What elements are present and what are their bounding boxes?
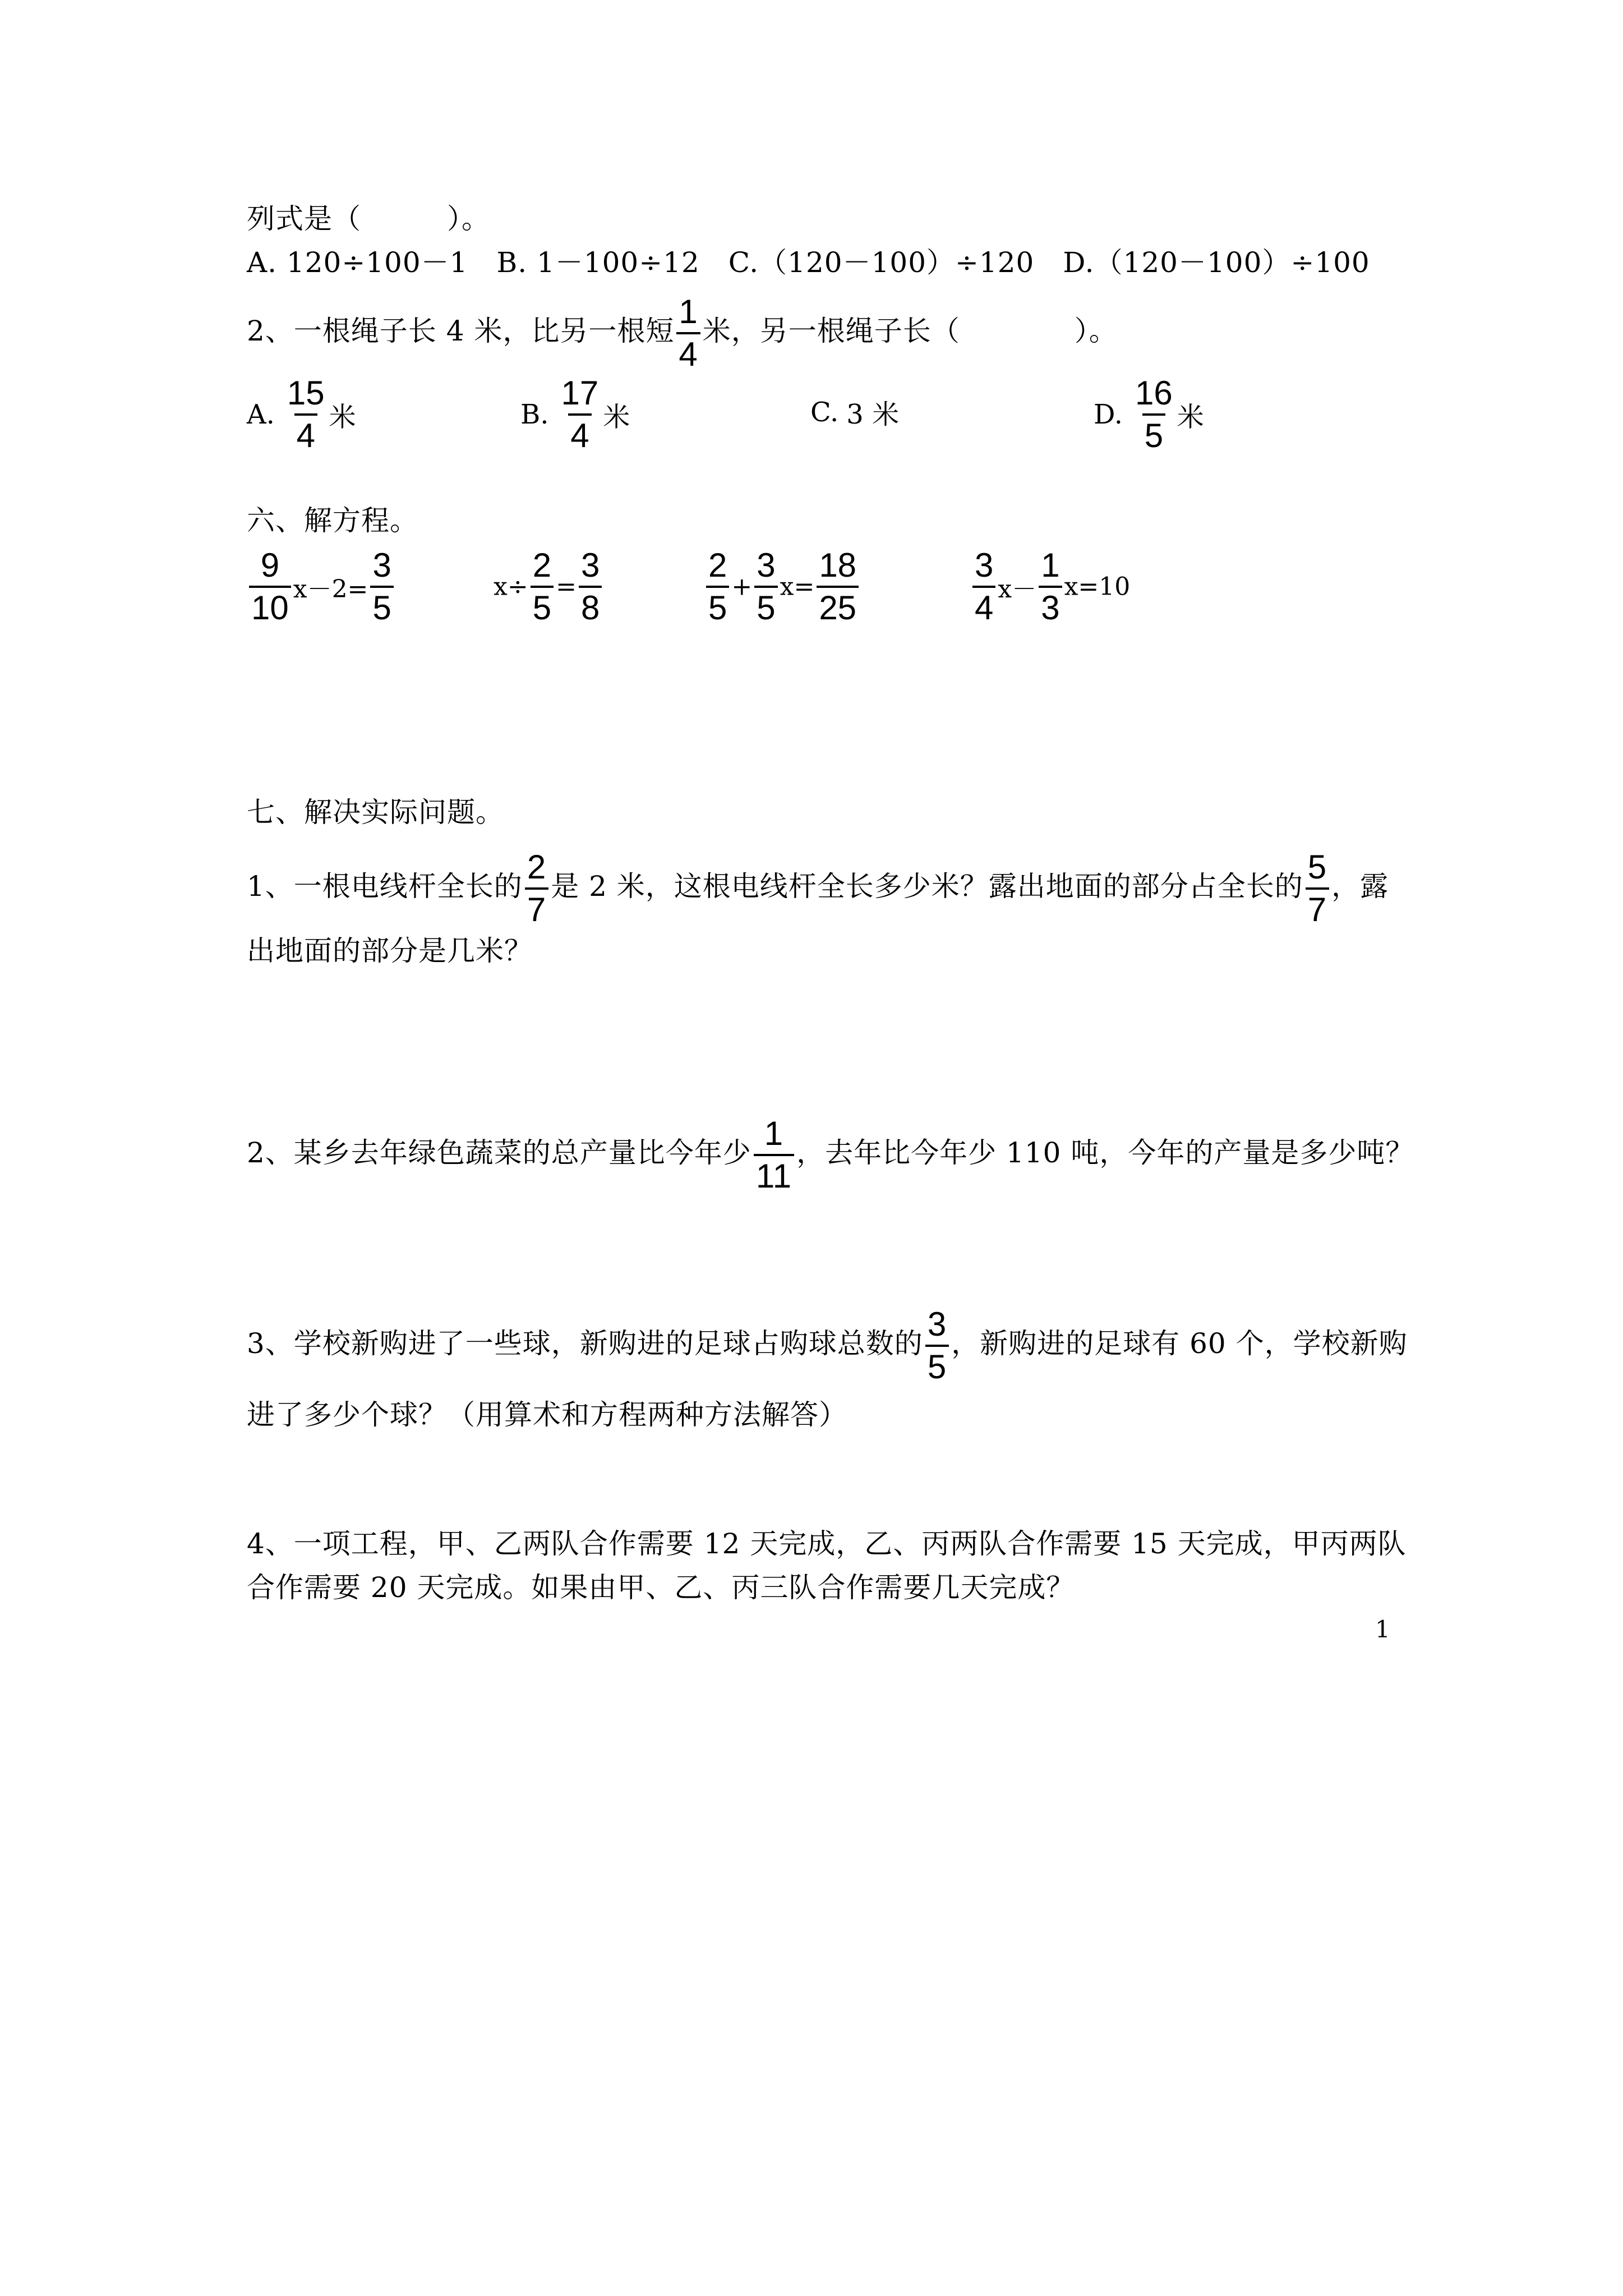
equation-1: $\frac{9}{10}$ x－2= $\frac{3}{5}$ [247,545,396,628]
q2-question [247,292,1118,375]
equation-2: x÷ $\frac{2}{5}$ = $\frac{3}{8}$ [494,545,604,628]
problem-1-line1: 1、一根电线杆全长的 $\frac{2}{7}$ 是 2 米，这根电线杆全长多少米？露出地面的部分占全长的 $\frac{5}{7}$ ，露 [247,847,1389,930]
q1-options: A. 120÷100－1 B. 1－100÷12 C.（120－100）÷120 D.（120－100）÷100 [247,246,1370,279]
problem-2: 2、某乡去年绿色蔬菜的总产量比今年少 $\frac{1}{11}$ ，去年比今年少 110 吨，今年的产量是多少吨？ [247,1114,1414,1197]
q2-fraction: $\frac{1}{4}$ [676,292,700,375]
section7-title: 七、解决实际问题。 [247,796,504,829]
q2-option-b: B. $\frac{17}{4}$ 米 [520,373,630,456]
q2-text-after: 米，另一根绳子长（ ）。 [702,315,1118,347]
page-number: 1 [1375,1616,1390,1643]
q1-tail: 列式是（ ）。 [247,203,490,235]
problem-3-line2: 进了多少个球？（用算术和方程两种方法解答） [247,1398,847,1431]
problem-4-line1: 4、一项工程，甲、乙两队合作需要 12 天完成，乙、丙两队合作需要 15 天完成，甲丙两队 [247,1527,1407,1560]
problem-1-line2: 出地面的部分是几米？ [247,935,533,967]
problem-4-line2: 合作需要 20 天完成。如果由甲、乙、丙三队合作需要几天完成？ [247,1571,1075,1604]
q2-text-before: 2、一根绳子长 4 米，比另一根短 [247,315,675,347]
q2-option-c: C. 3 米 [810,396,900,430]
equation-4: $\frac{3}{4}$ x－ $\frac{1}{3}$ x=10 [970,545,1130,628]
equation-3: $\frac{2}{5}$ + $\frac{3}{5}$ x= $\frac{18}{25}$ [704,545,861,628]
problem-3-line1: 3、学校新购进了一些球，新购进的足球占购球总数的 $\frac{3}{5}$ ，新购进的足球有 60 个，学校新购 [247,1304,1408,1387]
q2-option-d: D. $\frac{16}{5}$ 米 [1094,373,1204,456]
q2-option-a: A. $\frac{15}{4}$ 米 [247,373,356,456]
section6-title: 六、解方程。 [247,504,418,537]
